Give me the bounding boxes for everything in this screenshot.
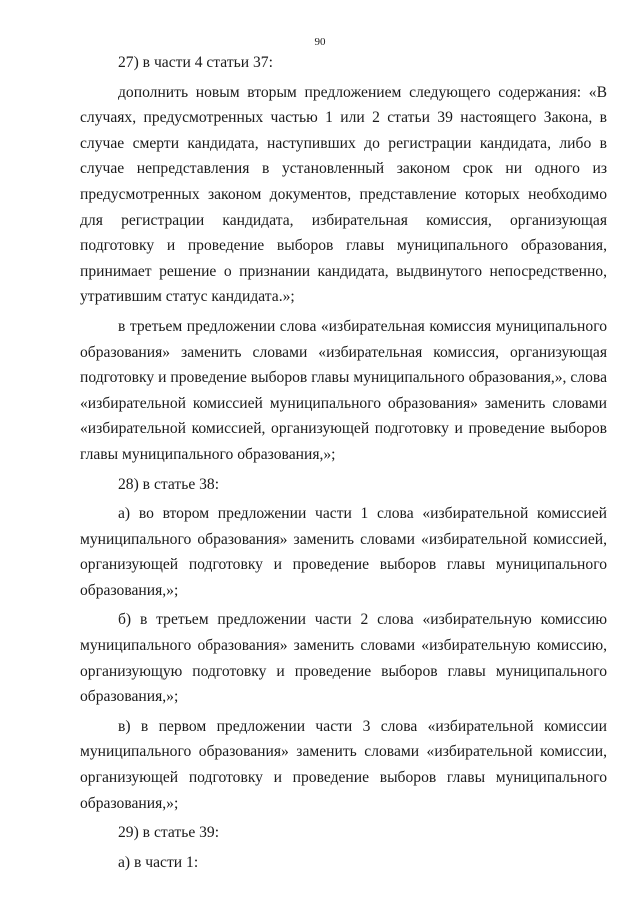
amendment-subitem-v: в) в первом предложении части 3 слова «избирательной комиссии муниципального образования» заменить словами «избирательной комиссии, организующей подготовку и проведение выборов главы муниципального образования,»; (80, 717, 607, 812)
amendment-subitem-a: а) в части 1: (118, 853, 199, 871)
amendment-paragraph: дополнить новым вторым предложением следующего содержания: «В случаях, предусмотренных частью 1 или 2 статьи 39 настоящего Закона, в случае смерти кандидата, наступивших до регистрации кандидата, либо в случае непредставления в установленный законом срок ни одного из предусмотренных законом документов, представление которых необходимо для регистрации кандидата, избирательная комиссия, организующая подготовку и проведение выборов главы муниципального образования, принимает решение о признании кандидата, выдвинутого непосредственно, утратившим статус кандидата.»; (80, 83, 607, 306)
document-body (80, 50, 607, 879)
amendment-item-27: 27) в части 4 статьи 37: (118, 54, 273, 71)
amendment-paragraph: в третьем предложении слова «избирательная комиссия муниципального образования» заменить словами «избирательная комиссия, организующая подготовку и проведение выборов главы муниципального образования,», слова «избирательной комиссией муниципального образования» заменить словами «избирательной комиссией, организующей подготовку и проведение выборов главы муниципального образования,»; (80, 317, 607, 463)
amendment-subitem-b: б) в третьем предложении части 2 слова «избирательную комиссию муниципального образования» заменить словами «избирательную комиссию, организующую подготовку и проведение выборов главы муниципального образования,»; (80, 611, 607, 706)
page-number: 90 (314, 36, 326, 48)
amendment-item-28: 28) в статье 38: (118, 475, 220, 493)
amendment-item-29: 29) в статье 39: (118, 824, 220, 842)
amendment-subitem-a: а) во втором предложении части 1 слова «избирательной комиссией муниципального образования» заменить словами «избирательной комиссией, организующей подготовку и проведение выборов главы муниципального образования,»; (80, 505, 607, 599)
